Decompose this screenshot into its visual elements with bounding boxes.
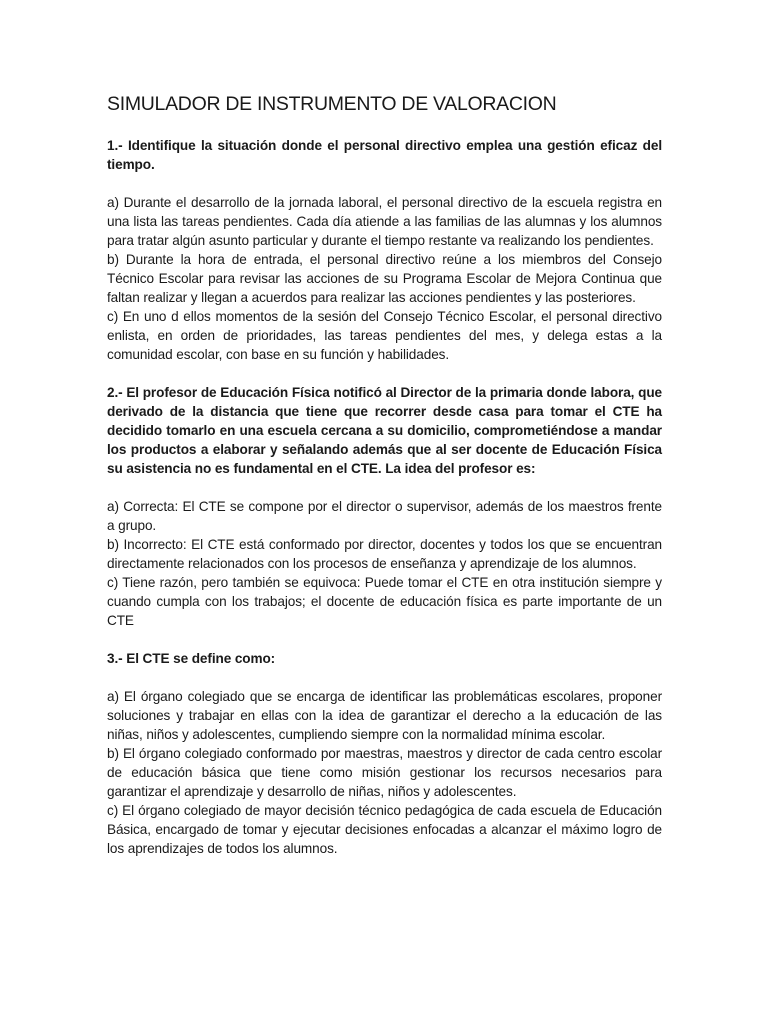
document-page: [107, 92, 662, 877]
question-2: [107, 383, 662, 630]
question-1-text: 1.- Identifique la situación donde el personal directivo emplea una gestión eficaz del tiempo.: [107, 138, 662, 172]
question-3-options: [107, 687, 662, 858]
question-3-text: 3.- El CTE se define como:: [107, 651, 276, 666]
question-2-text: 2.- El profesor de Educación Física notificó al Director de la primaria donde labora, que derivado de la distancia que tiene que recorrer desde casa para tomar el CTE ha decidido tomarlo en una escuela cercana a su domicilio, comprometiéndose a mandar los productos a elaborar y señalando además que al ser docente de Educación Física su asistencia no es fundamental en el CTE. La idea del profesor es:: [107, 385, 662, 476]
question-2-options: [107, 497, 662, 630]
document-title: SIMULADOR DE INSTRUMENTO DE VALORACION: [107, 93, 557, 115]
question-1-option-b: b) Durante la hora de entrada, el personal directivo reúne a los miembros del Consejo Técnico Escolar para revisar las acciones de su Programa Escolar de Mejora Continua que faltan realizar y llegan a acuerdos para realizar las acciones pendientes y las posteriores.: [107, 252, 662, 305]
question-2-option-a: a) Correcta: El CTE se compone por el director o supervisor, además de los maestros frente a grupo.: [107, 499, 662, 533]
question-1-options: [107, 193, 662, 364]
question-1-option-a: a) Durante el desarrollo de la jornada laboral, el personal directivo de la escuela registra en una lista las tareas pendientes. Cada día atiende a las familias de las alumnas y los alumnos para tratar algún asunto particular y durante el tiempo restante va realizando los pendientes.: [107, 195, 662, 248]
question-1-option-c: c) En uno d ellos momentos de la sesión del Consejo Técnico Escolar, el personal directivo enlista, en orden de prioridades, las tareas pendientes del mes, y delega estas a la comunidad escolar, con base en su función y habilidades.: [107, 309, 662, 362]
question-3-option-a: a) El órgano colegiado que se encarga de identificar las problemáticas escolares, proponer soluciones y trabajar en ellas con la idea de garantizar el derecho a la educación de las niñas, niños y adolescentes, cumpliendo siempre con la normalidad mínima escolar.: [107, 689, 662, 742]
question-3: [107, 649, 662, 858]
question-2-option-b: b) Incorrecto: El CTE está conformado por director, docentes y todos los que se encuentran directamente relacionados con los procesos de enseñanza y aprendizaje de los alumnos.: [107, 537, 662, 571]
question-3-option-b: b) El órgano colegiado conformado por maestras, maestros y director de cada centro escolar de educación básica que tiene como misión gestionar los recursos necesarios para garantizar el aprendizaje y desarrollo de niñas, niños y adolescentes.: [107, 746, 662, 799]
question-2-option-c: c) Tiene razón, pero también se equivoca: Puede tomar el CTE en otra institución siempre y cuando cumpla con los trabajos; el docente de educación física es parte importante de un CTE: [107, 575, 662, 628]
question-3-option-c: c) El órgano colegiado de mayor decisión técnico pedagógica de cada escuela de Educación Básica, encargado de tomar y ejecutar decisiones enfocadas a alcanzar el máximo logro de los aprendizajes de todos los alumnos.: [107, 803, 662, 856]
question-1: [107, 136, 662, 364]
